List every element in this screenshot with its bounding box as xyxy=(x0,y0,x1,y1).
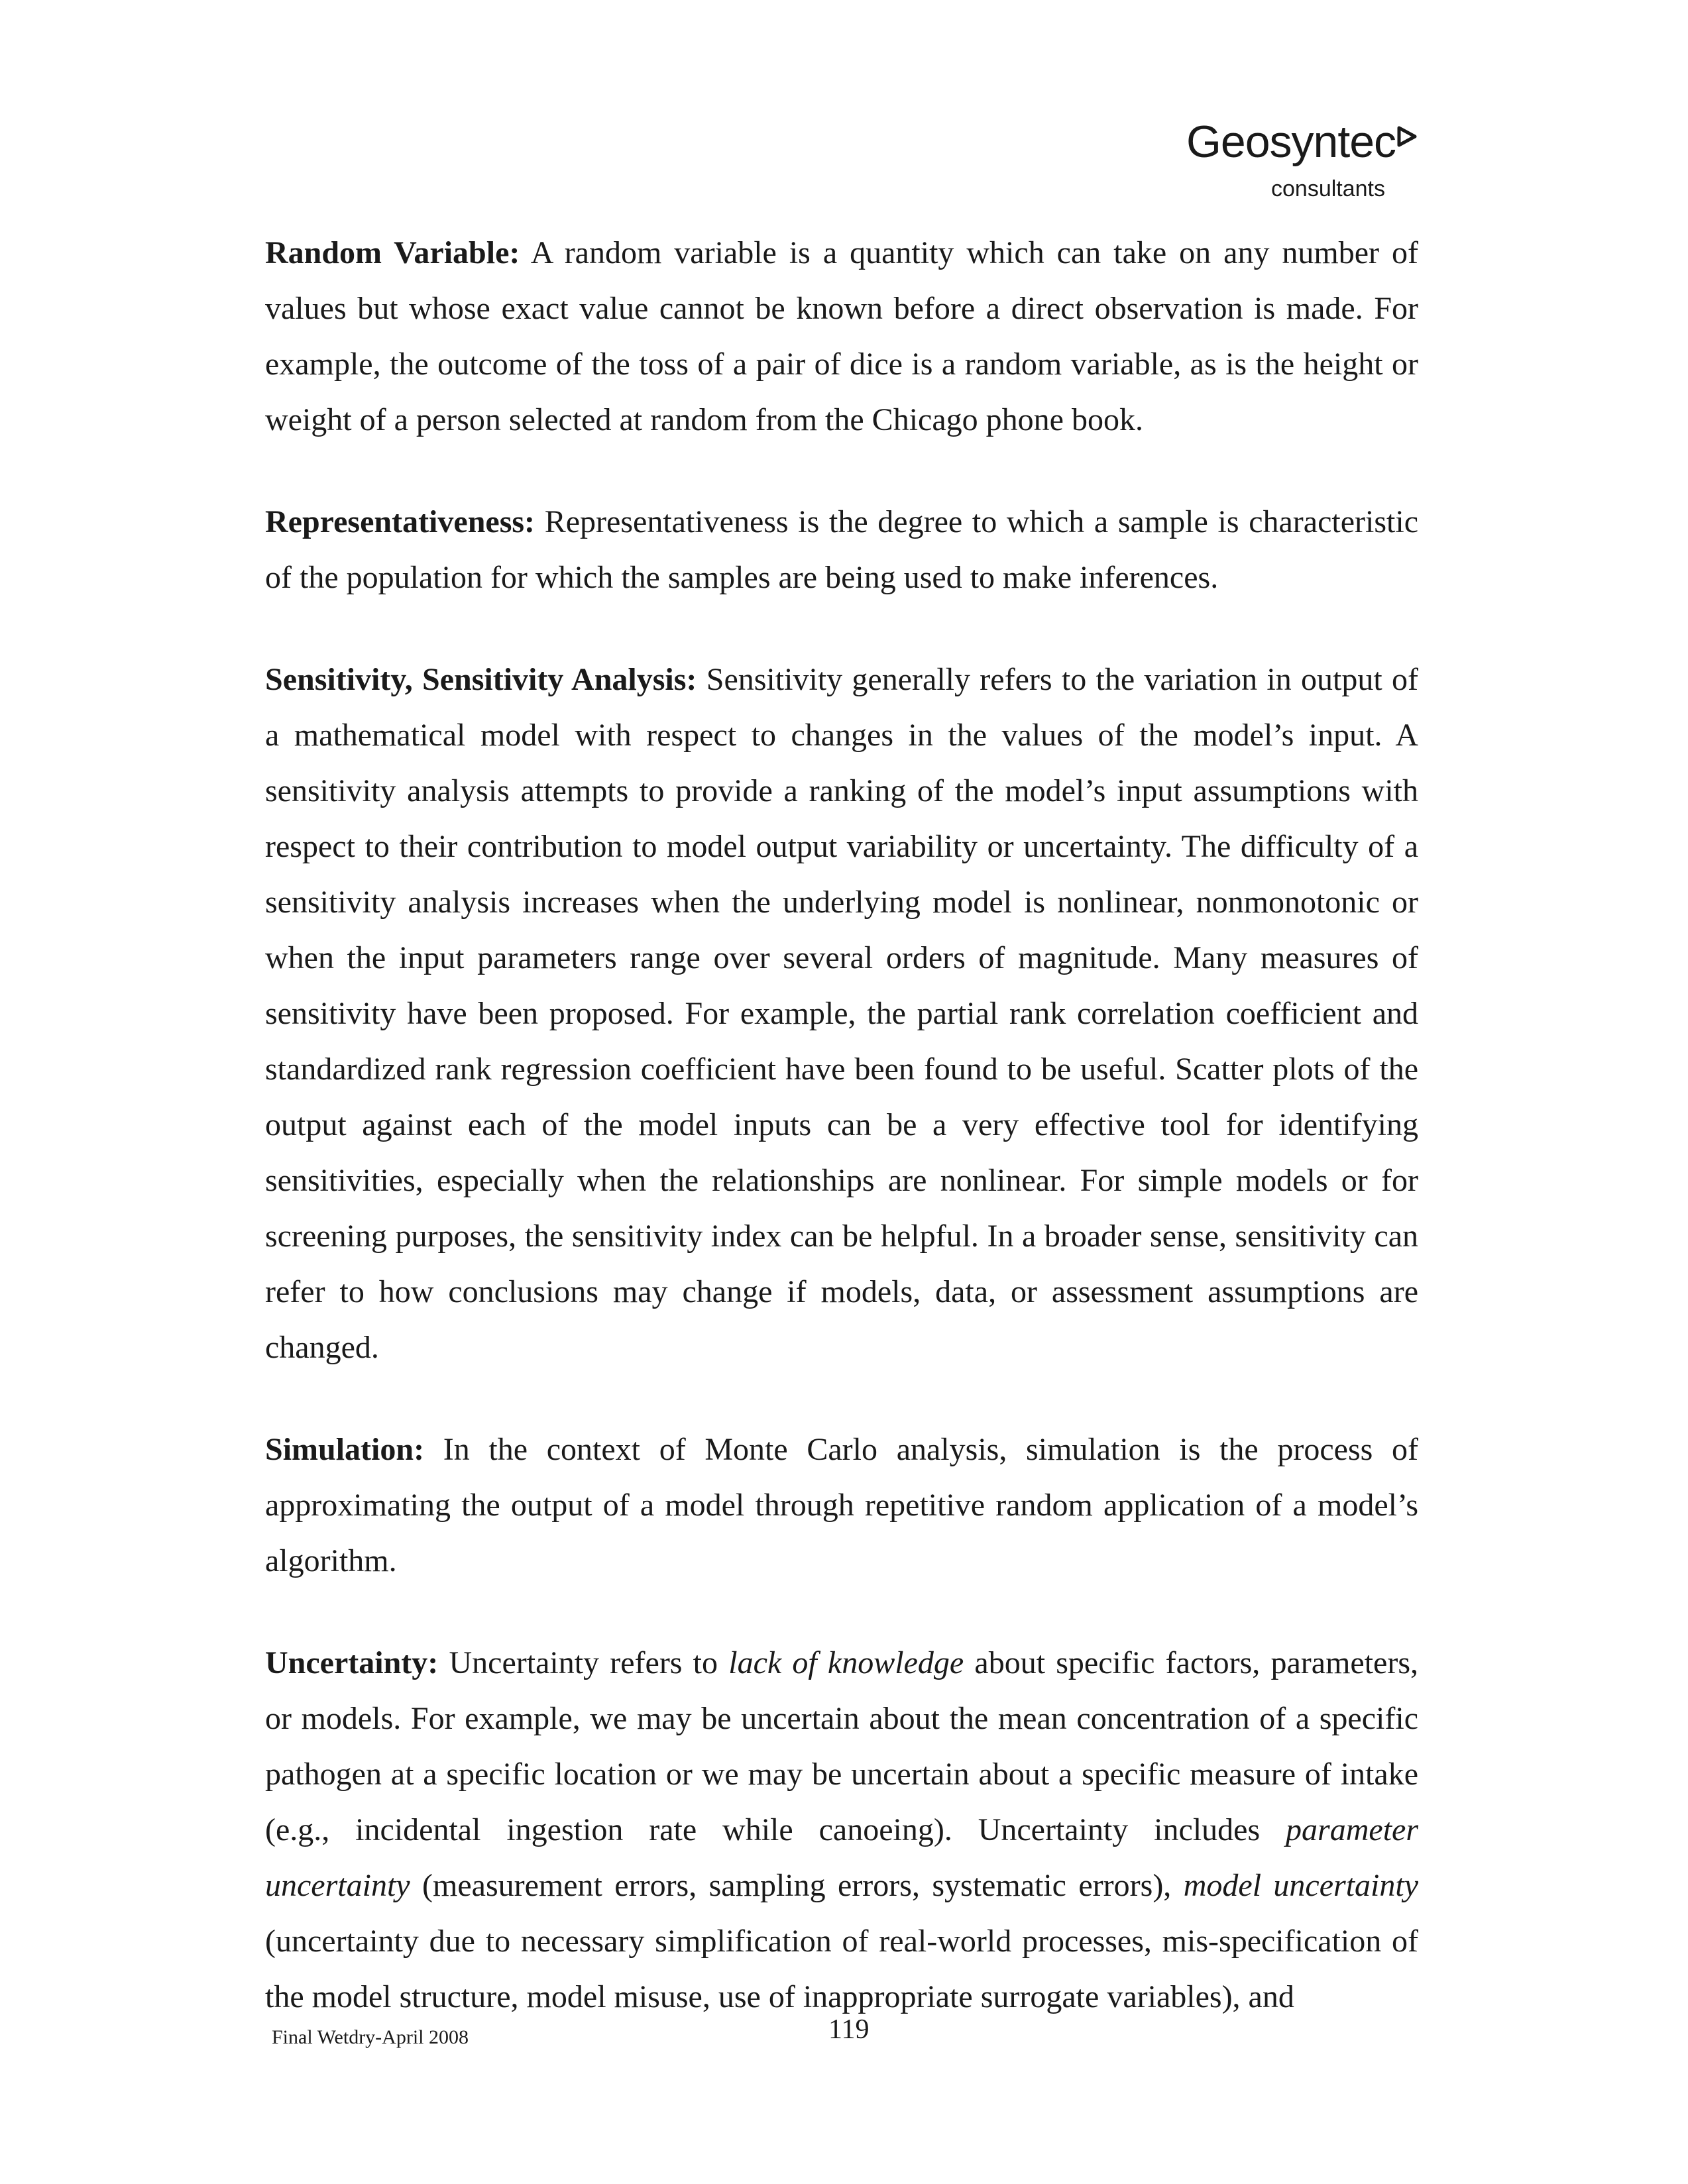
glossary-entry-uncertainty xyxy=(265,1635,1418,2025)
page-number: 119 xyxy=(828,2014,870,2045)
definition-emphasis: parameter uncertainty xyxy=(265,1812,1419,1903)
glossary-term: Simulation: xyxy=(265,1432,425,1467)
logo-subtitle: consultants xyxy=(1271,176,1385,201)
definition-emphasis: lack of knowledge xyxy=(728,1645,964,1680)
glossary-entry-random-variable xyxy=(265,225,1418,448)
glossary-term: Sensitivity, Sensitivity Analysis: xyxy=(265,662,697,697)
glossary-entry-sensitivity xyxy=(265,652,1418,1376)
definition-text: about specific factors, parameters, or models. For example, we may be uncertain about the mean concentration of a specific pathogen at a specific location or we may be uncertain about a specific measure of intake (e.g., incidental ingestion rate while canoeing). Uncertainty includes xyxy=(265,1645,1419,1847)
definition-emphasis: model uncertainty xyxy=(1183,1868,1419,1903)
definition-text: (measurement errors, sampling errors, systematic errors), xyxy=(422,1868,1172,1903)
logo-name: Geosyntec xyxy=(1186,117,1396,167)
definition-text: (uncertainty due to necessary simplification of real-world processes, mis-specification of the model structure, model misuse, use of inappropriate surrogate variables), and xyxy=(265,1924,1418,2014)
glossary-content xyxy=(265,225,1418,2071)
glossary-term: Representativeness: xyxy=(265,504,535,539)
glossary-definition: Representativeness is the degree to which a sample is characteristic of the population for which the samples are being used to make inferences. xyxy=(265,504,1419,595)
glossary-entry-representativeness xyxy=(265,494,1418,606)
glossary-definition: A random variable is a quantity which can take on any number of values but whose exact value cannot be known before a direct observation is made. For example, the outcome of the toss of a pair of dice is a random variable, as is the height or weight of a person selected at random from the Chicago phone book. xyxy=(265,235,1418,437)
glossary-definition: In the context of Monte Carlo analysis, simulation is the process of approximating the output of a model through repetitive random application of a model’s algorithm. xyxy=(265,1432,1419,1578)
definition-text: Uncertainty refers to xyxy=(449,1645,718,1680)
glossary-term: Random Variable: xyxy=(265,235,520,270)
company-logo xyxy=(1186,119,1432,212)
glossary-entry-simulation xyxy=(265,1422,1418,1589)
glossary-term: Uncertainty: xyxy=(265,1645,439,1680)
logo-triangle-icon xyxy=(1396,126,1417,147)
footer-document-label: Final Wetdry-April 2008 xyxy=(272,2026,469,2048)
glossary-definition: Sensitivity generally refers to the variation in output of a mathematical model with respect to changes in the values of the model’s input. A sensitivity analysis attempts to provide a ranking of the model’s input assumptions with respect to their contribution to model output variability or uncertainty. The difficulty of a sensitivity analysis increases when the underlying model is nonlinear, nonmonotonic or when the input parameters range over several orders of magnitude. Many measures of sensitivity have been proposed. For example, the partial rank correlation coefficient and standardized rank regression coefficient have been found to be useful. Scatter plots of the output against each of the model inputs can be a very effective tool for identifying sensitivities, especially when the relationships are nonlinear. For simple models or for screening purposes, the sensitivity index can be helpful. In a broader sense, sensitivity can refer to how conclusions may change if models, data, or assessment assumptions are changed. xyxy=(265,662,1419,1365)
